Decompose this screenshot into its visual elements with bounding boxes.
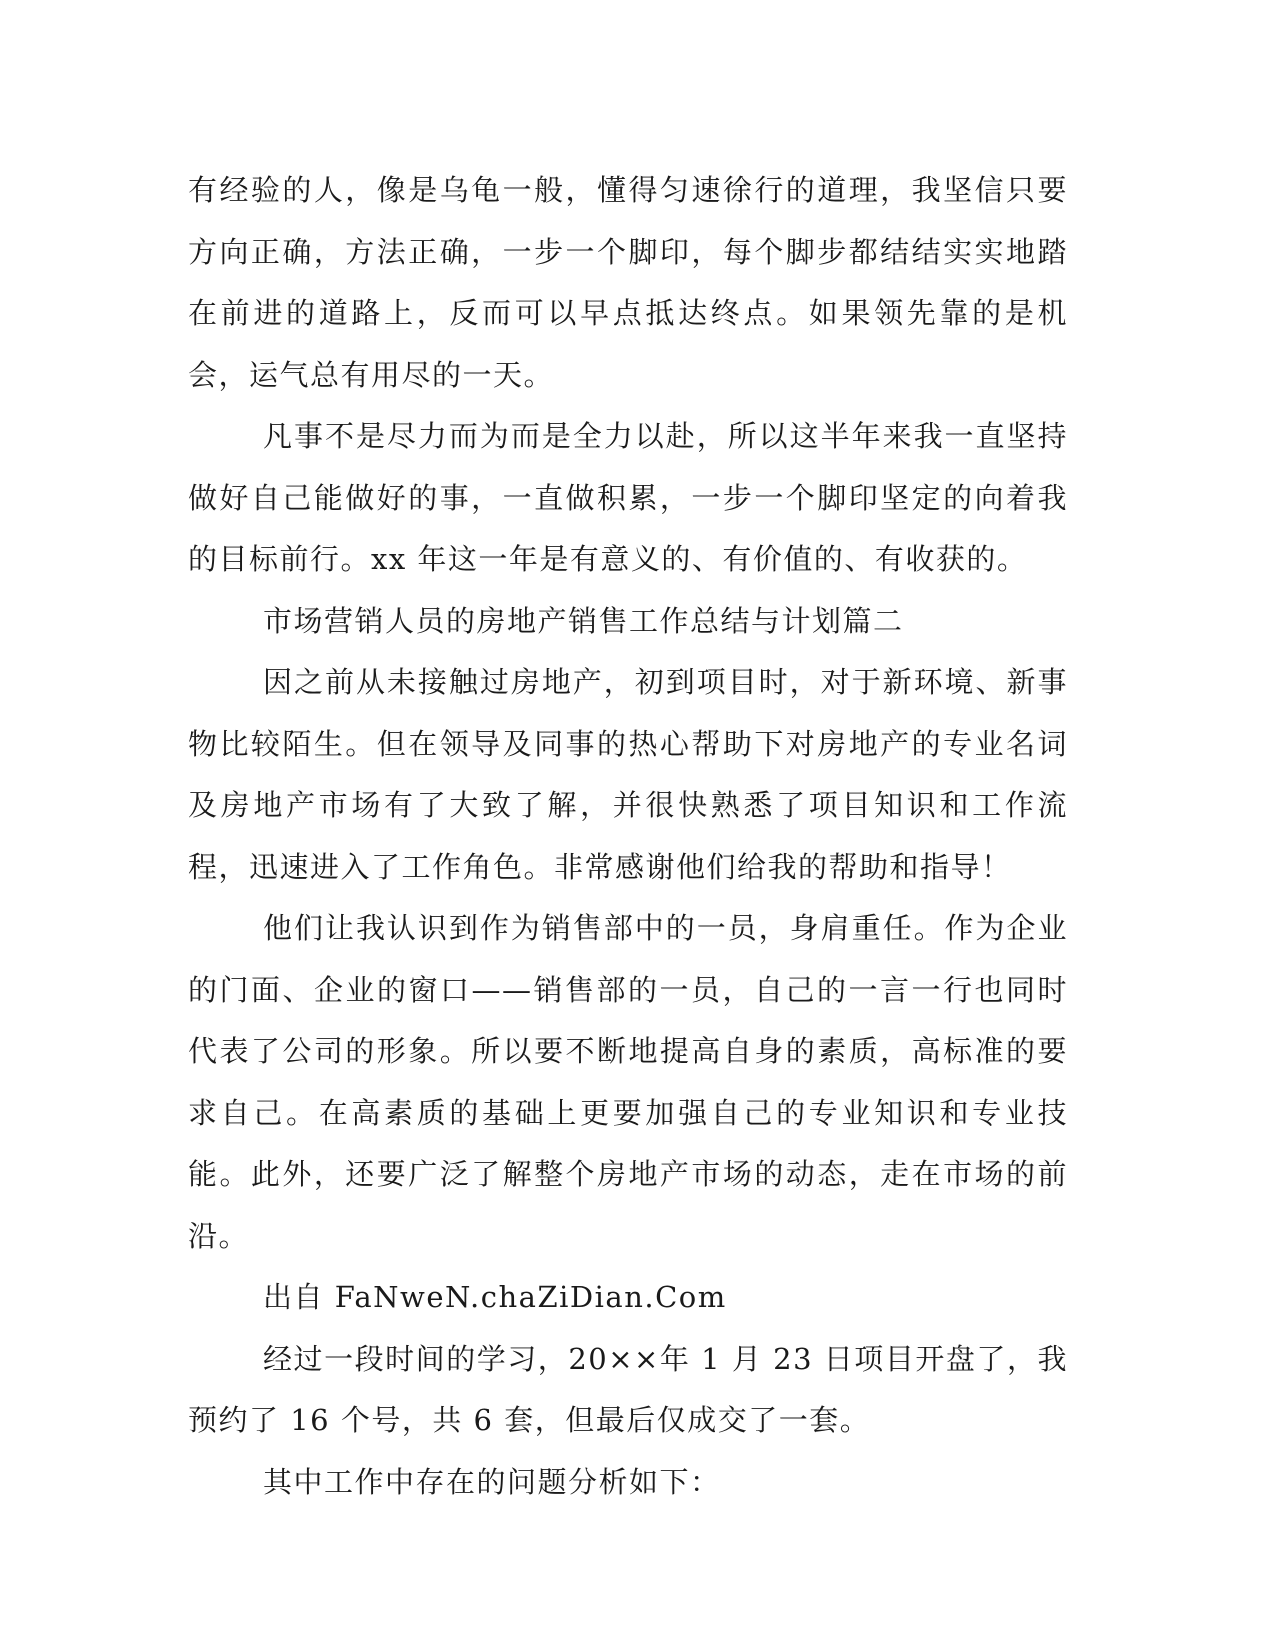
paragraph-intro: 因之前从未接触过房地产，初到项目时，对于新环境、新事物比较陌生。但在领导及同事的热心帮助下对房地产的专业名词及房地产市场有了大致了解，并很快熟悉了项目知识和工作流程，迅速进入了工作角色。非常感谢他们给我的帮助和指导！: [188, 665, 1068, 884]
document-body: [188, 160, 1068, 1513]
paragraph-continuation: 有经验的人，像是乌龟一般，懂得匀速徐行的道理，我坚信只要方向正确，方法正确，一步一个脚印，每个脚步都结结实实地踏在前进的道路上，反而可以早点抵达终点。如果领先靠的是机会，运气总有用尽的一天。: [188, 173, 1068, 392]
paragraph-opening: 经过一段时间的学习，20××年 1 月 23 日项目开盘了，我预约了 16 个号，共 6 套，但最后仅成交了一套。: [188, 1341, 1068, 1437]
source-line: 出自 FaNweN.chaZiDian.Com: [263, 1280, 727, 1314]
paragraph-problems: 其中工作中存在的问题分析如下：: [263, 1464, 721, 1499]
paragraph-responsibility: 他们让我认识到作为销售部中的一员，身肩重任。作为企业的门面、企业的窗口——销售部的一员，自己的一言一行也同时代表了公司的形象。所以要不断地提高自身的素质，高标准的要求自己。在高素质的基础上更要加强自己的专业知识和专业技能。此外，还要广泛了解整个房地产市场的动态，走在市场的前沿。: [188, 911, 1068, 1253]
paragraph-effort: 凡事不是尽力而为而是全力以赴，所以这半年来我一直坚持做好自己能做好的事，一直做积累，一步一个脚印坚定的向着我的目标前行。xx 年这一年是有意义的、有价值的、有收获的。: [188, 419, 1068, 576]
section-heading: 市场营销人员的房地产销售工作总结与计划篇二: [263, 603, 904, 638]
